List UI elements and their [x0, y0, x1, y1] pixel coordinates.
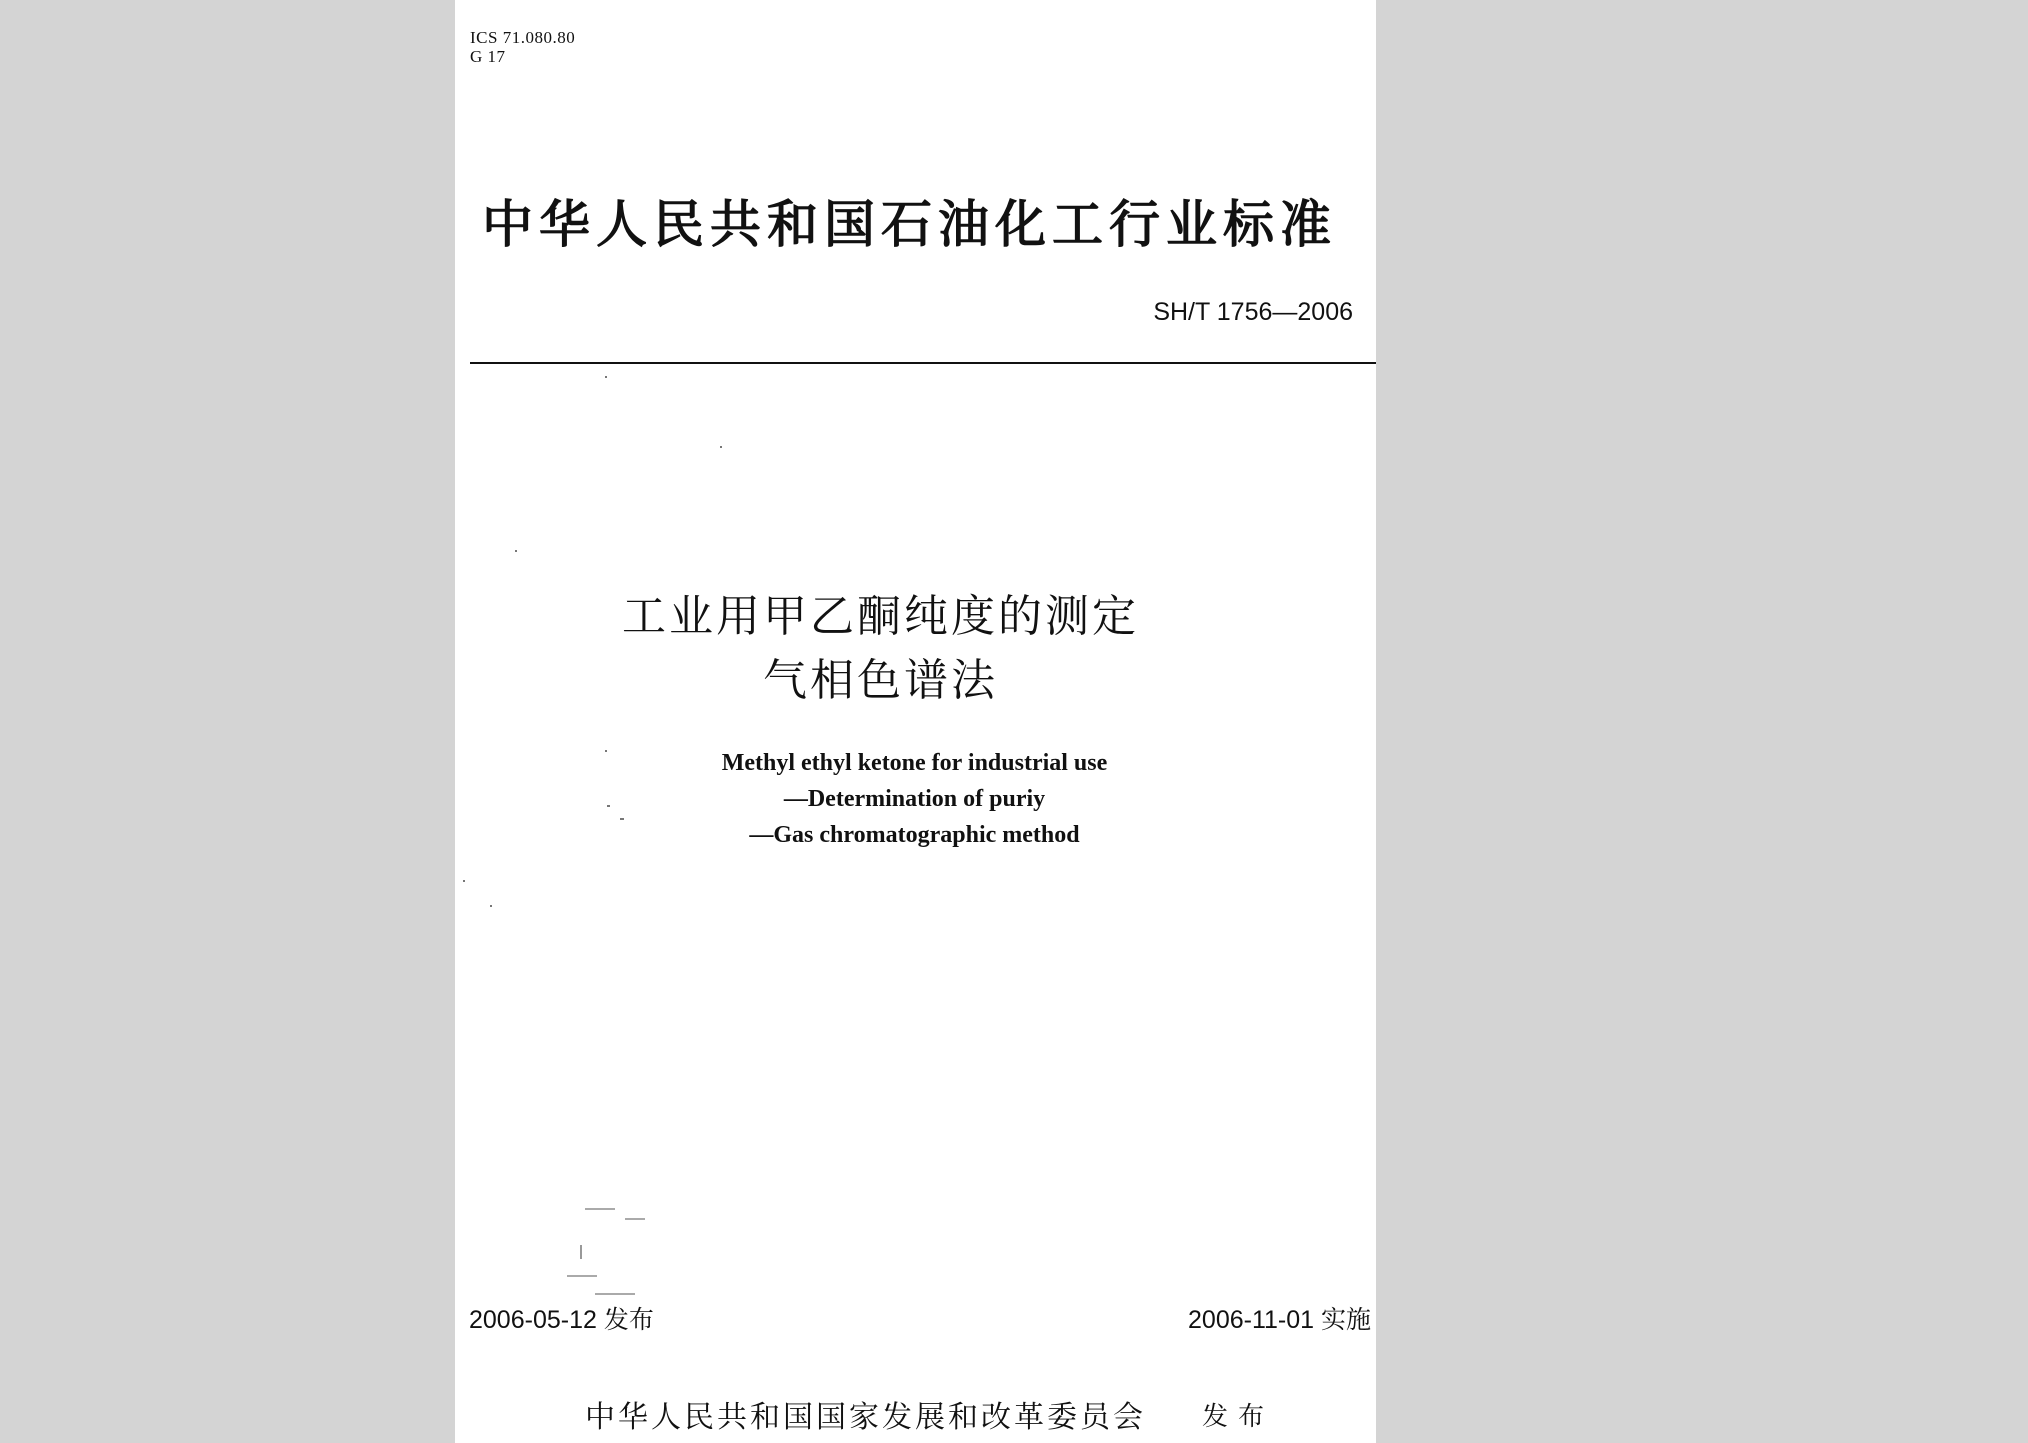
title-chinese-line: 工业用甲乙酮纯度的测定: [622, 591, 1139, 642]
title-english: [455, 745, 1376, 853]
issuer: 中华人民共和国国家发展和改革委员会: [585, 1400, 1146, 1435]
classification-codes: [470, 28, 575, 66]
scan-speck: [620, 818, 624, 820]
scan-speck: [607, 805, 610, 807]
scan-speck: [585, 1208, 615, 1210]
scan-speck: [595, 1293, 635, 1295]
scan-speck: [463, 880, 465, 882]
header-divider: [470, 362, 1376, 364]
document-page: [455, 0, 1376, 1443]
scan-speck: [567, 1275, 597, 1277]
scan-speck: [515, 550, 517, 552]
title-english-line: —Gas chromatographic method: [749, 822, 1080, 848]
issue-date: 2006-05-12 发布: [469, 1306, 654, 1334]
scan-speck: [605, 376, 607, 378]
effective-date: 2006-11-01 实施: [1188, 1306, 1371, 1334]
ics-code: ICS 71.080.80: [470, 28, 576, 47]
standard-header: 中华人民共和国石油化工行业标准: [482, 196, 1338, 255]
scan-speck: [625, 1218, 645, 1220]
standard-code: SH/T 1756—2006: [1153, 298, 1353, 326]
scan-speck: [605, 750, 607, 752]
title-chinese-line: 气相色谱法: [763, 655, 998, 706]
issuer-action: 发布: [1202, 1402, 1275, 1432]
scan-speck: [580, 1245, 582, 1259]
scan-speck: [720, 446, 722, 448]
scan-speck: [490, 905, 492, 907]
ccs-code: G 17: [470, 47, 506, 66]
title-english-line: —Determination of puriy: [783, 786, 1046, 812]
title-chinese: [455, 585, 1376, 713]
title-english-line: Methyl ethyl ketone for industrial use: [721, 750, 1108, 776]
